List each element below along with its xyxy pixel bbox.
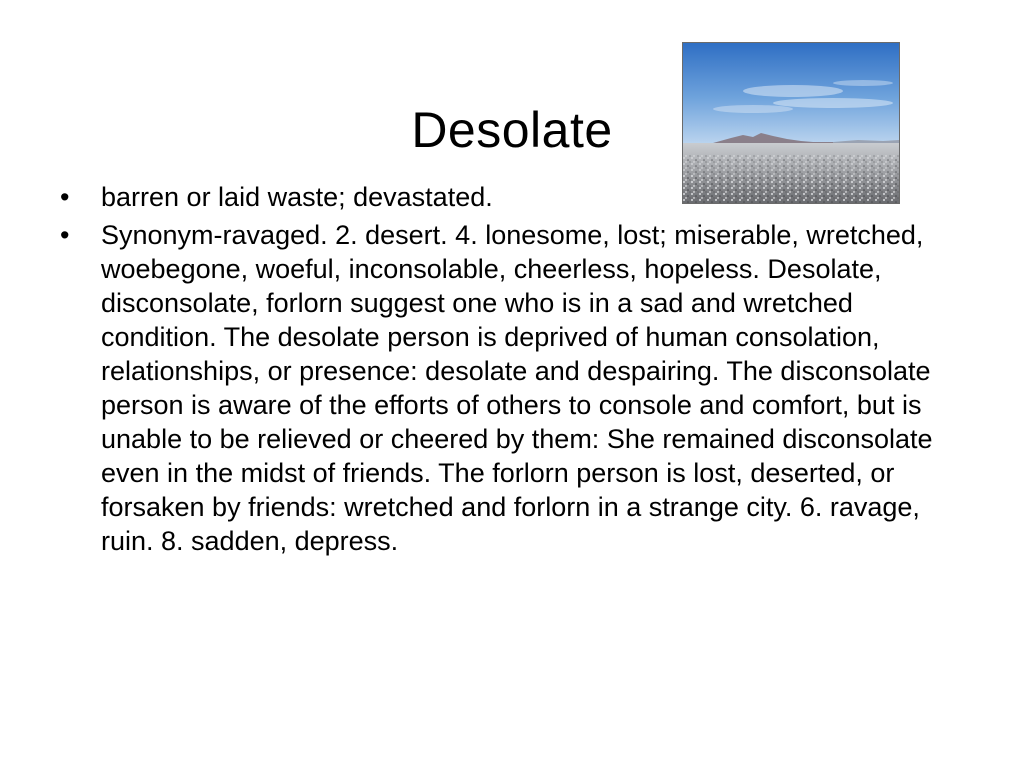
bullet-item-definition	[56, 180, 966, 214]
bullet-marker: •	[60, 220, 70, 250]
slide-title: Desolate	[411, 101, 613, 158]
bullet-marker: •	[60, 182, 70, 212]
bullet-text: Synonym-ravaged. 2. desert. 4. lonesome, lost; miserable, wretched, woebegone, woeful, inconsolable, cheerless, hopeless. Desolate, disconsolate, forlorn suggest one who is in a sad and wretched condition. The desolate person is deprived of human consolation, relationships, or presence: desolate and despairing. The disconsolate person is aware of the efforts of others to console and comfort, but is unable to be relieved or cheered by them: She remained disconsolate even in the midst of friends. The forlorn person is lost, deserted, or forsaken by friends: wretched and forlorn in a strange city. 6. ravage, ruin. 8. sadden, depress.	[101, 220, 933, 556]
bullet-text: barren or laid waste; devastated.	[101, 182, 493, 212]
desert-landscape-image	[683, 43, 899, 203]
bullet-list	[56, 180, 966, 562]
bullet-item-synonyms	[56, 218, 966, 558]
